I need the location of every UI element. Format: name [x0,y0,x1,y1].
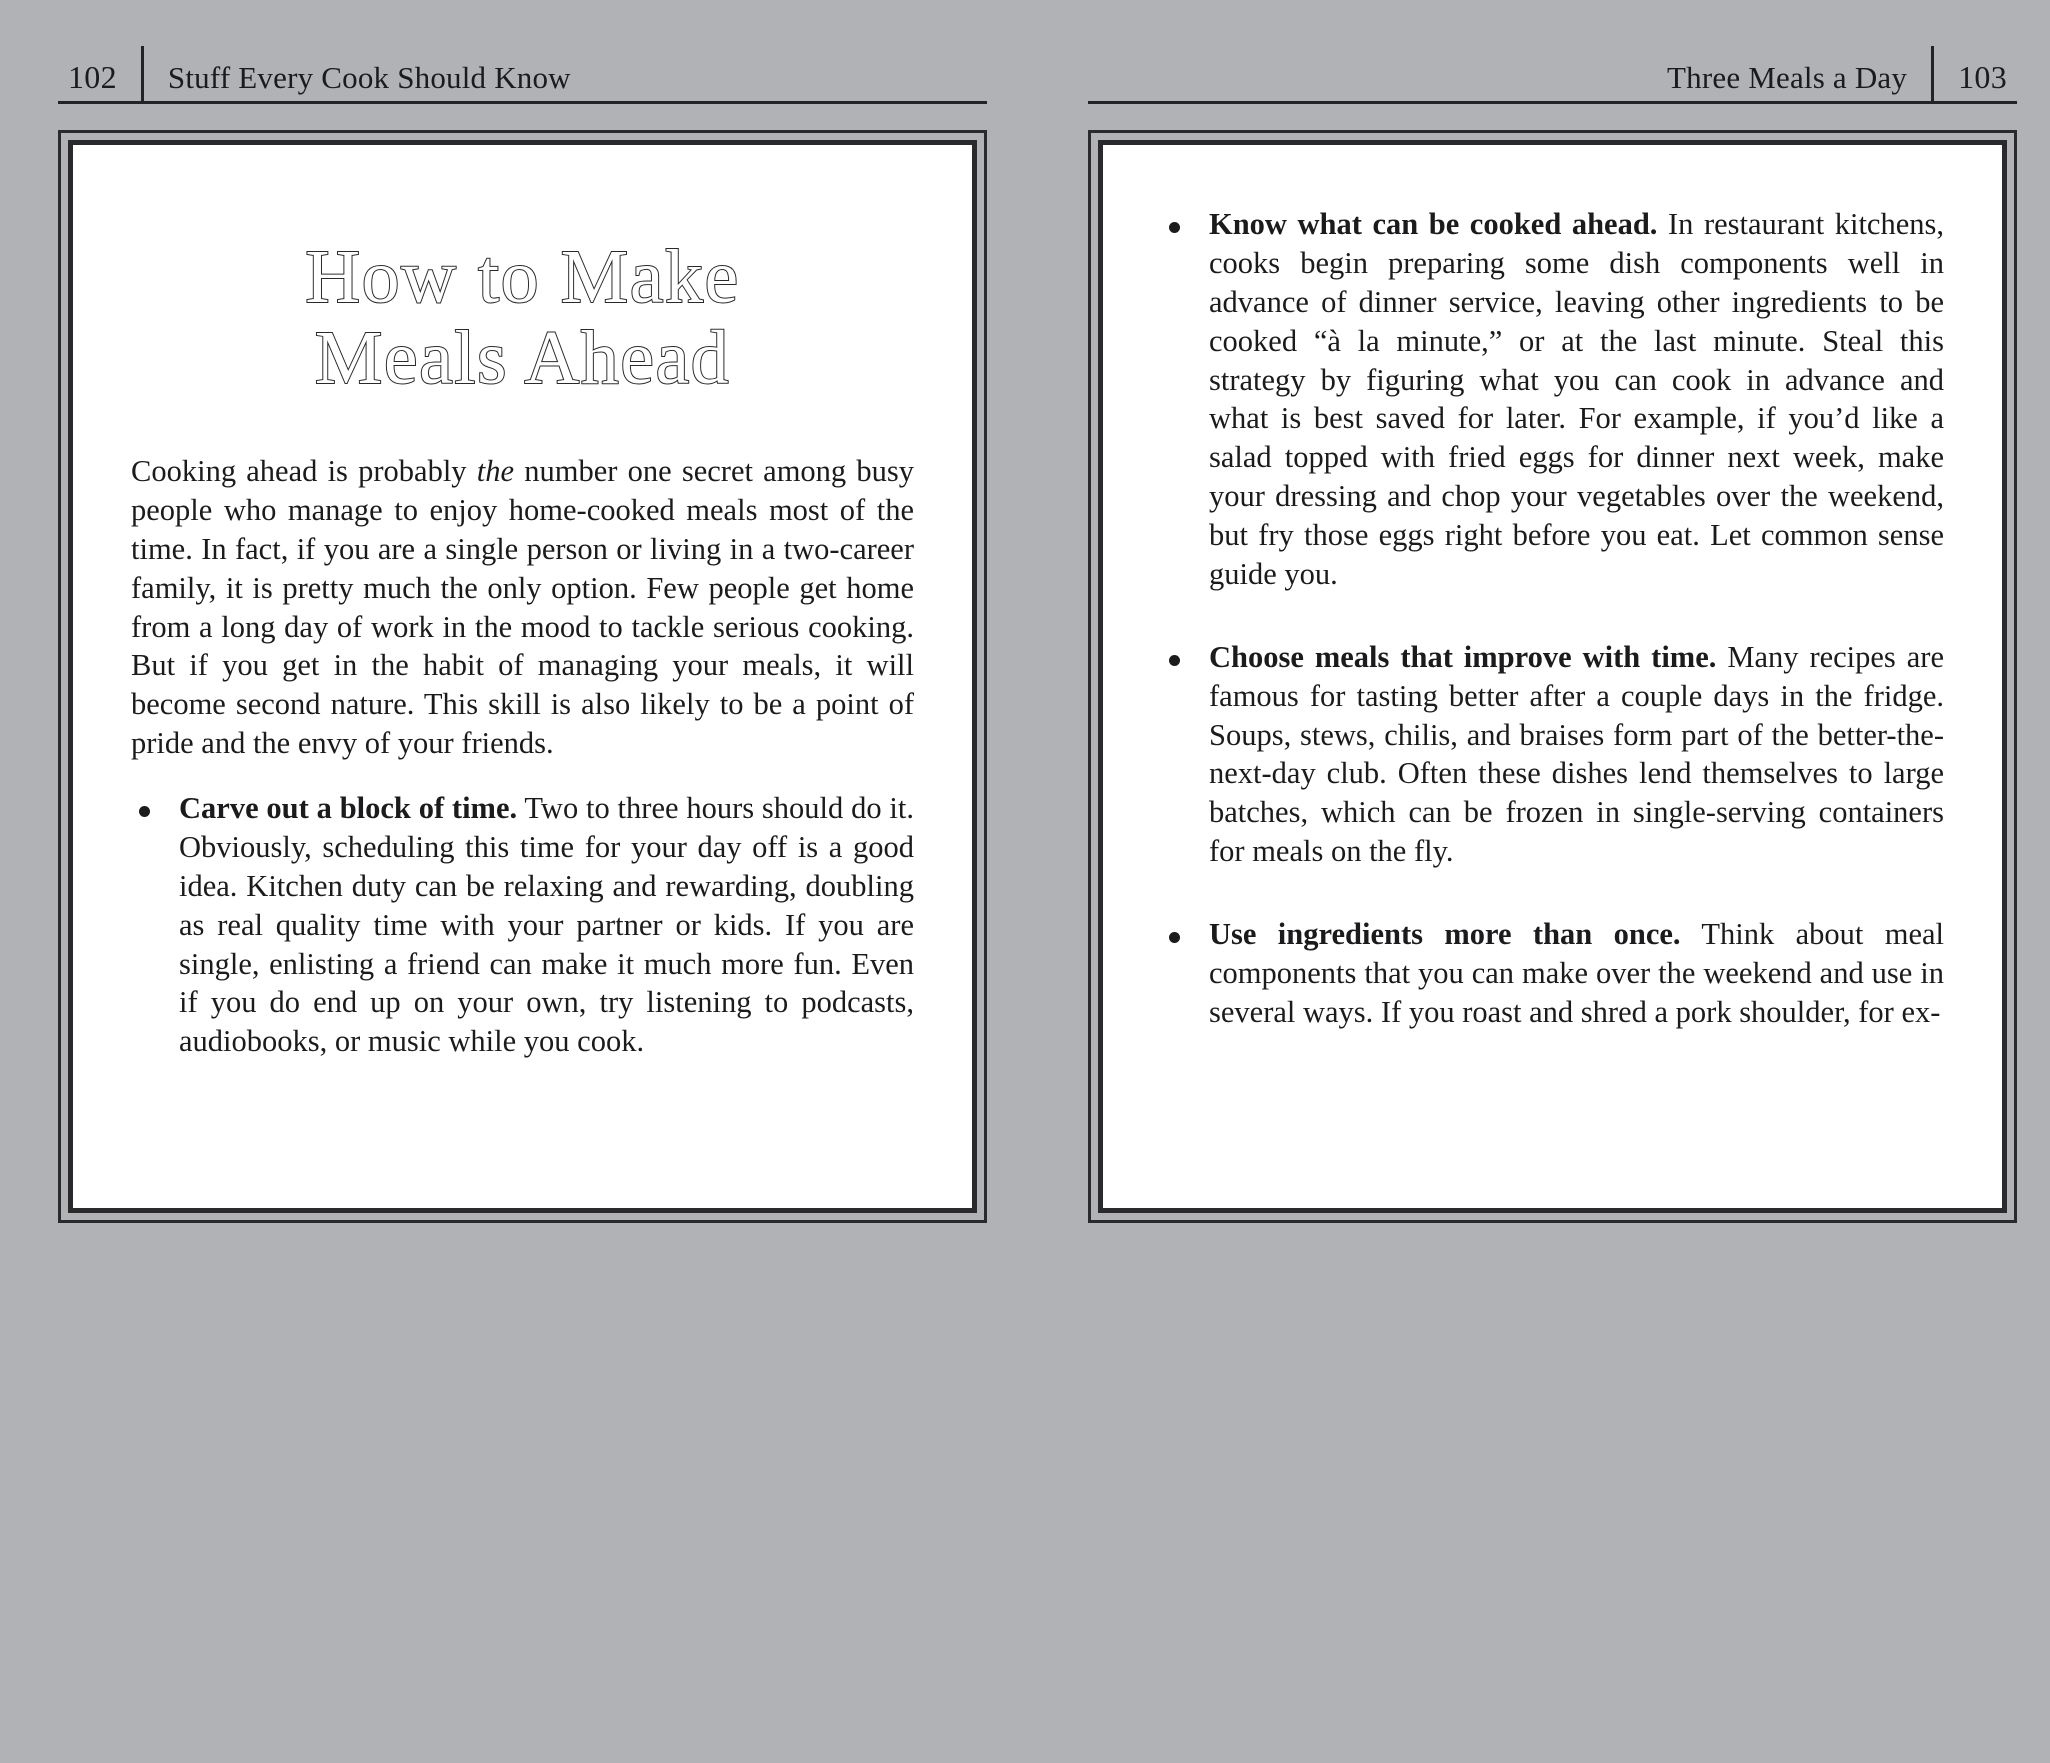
running-title-right: Three Meals a Day [1667,60,1908,95]
page-frame-left [58,130,987,1223]
page-number-left: 102 [68,59,117,95]
right-page [1060,0,2045,1763]
chapter-title-line-1: How to Make [305,235,740,319]
bullet-lead-in: Carve out a block of time. [179,791,518,826]
bullet-dot-icon [1169,222,1180,233]
bullet-dot-icon [139,806,150,817]
bullet-dot-icon [1169,932,1180,943]
intro-text-part-2: number one secret among busy people who manage to enjoy home-cooked meals most of the time. In fact, if you are a single person or living in a two-career family, it is pretty much the only option. Few people get home from a long day of work in the mood to tackle serious cooking. But if you get in the habit of managing your meals, it will become second nature. This skill is also likely to be a point of pride and the envy of your friends. [131,454,914,761]
bullet-list-left [131,789,914,1061]
page-number-right: 103 [1958,59,2007,95]
bullet-list-right [1161,205,1944,1032]
running-head-right [1088,46,2017,104]
list-item [1161,638,1944,871]
intro-emphasis: the [476,454,515,489]
bullet-lead-in: Know what can be cooked ahead. [1209,207,1658,241]
list-item [131,789,914,1061]
chapter-title [131,237,914,398]
intro-paragraph [131,452,914,763]
bullet-body-text: In restaurant kitchens, cooks begin preparing some dish components well in advance of dinner service, leaving other ingredients to be cooked “à la minute,” or at the last minute. Steal this strategy by figuring what you can cook in advance and what is best saved for later. For example, if you’d like a salad topped with fried eggs for dinner next week, make your dressing and chop your vegetables over the weekend, but fry those eggs right before you eat. Let common sense guide you. [1209,207,1944,591]
page-frame-right [1088,130,2017,1223]
bullet-body-text: Think about meal components that you can make over the weekend and use in several ways. If you roast and shred a pork shoulder, for ex- [1209,917,1944,1029]
running-title-left: Stuff Every Cook Should Know [167,60,571,95]
list-item [1161,915,1944,1032]
chapter-title-line-2: Meals Ahead [314,315,731,400]
running-head-left [58,46,987,104]
page-content-right [1098,140,2007,1213]
bullet-body-text: Many recipes are famous for tasting better after a couple days in the fridge. Soups, stews, chilis, and braises form part of the better-the-next-day club. Often these dishes lend themselves to large batches, which can be frozen in single-serving containers for meals on the fly. [1209,639,1944,869]
bullet-body-text: Two to three hours should do it. Obviously, scheduling this time for your day off is a good idea. Kitchen duty can be relaxing and rewarding, doubling as real quality time with your partner or kids. If you are single, enlisting a friend can make it much more fun. Even if you do end up on your own, try listening to podcasts, audiobooks, or music while you cook. [179,791,914,1059]
bullet-lead-in: Choose meals that improve with time. [1209,639,1717,674]
bullet-dot-icon [1169,655,1180,666]
intro-text-part-1: Cooking ahead is probably [131,454,477,489]
left-page [30,0,1015,1763]
page-content-left [68,140,977,1213]
list-item [1161,205,1944,594]
bullet-lead-in: Use ingredients more than once. [1209,917,1681,951]
